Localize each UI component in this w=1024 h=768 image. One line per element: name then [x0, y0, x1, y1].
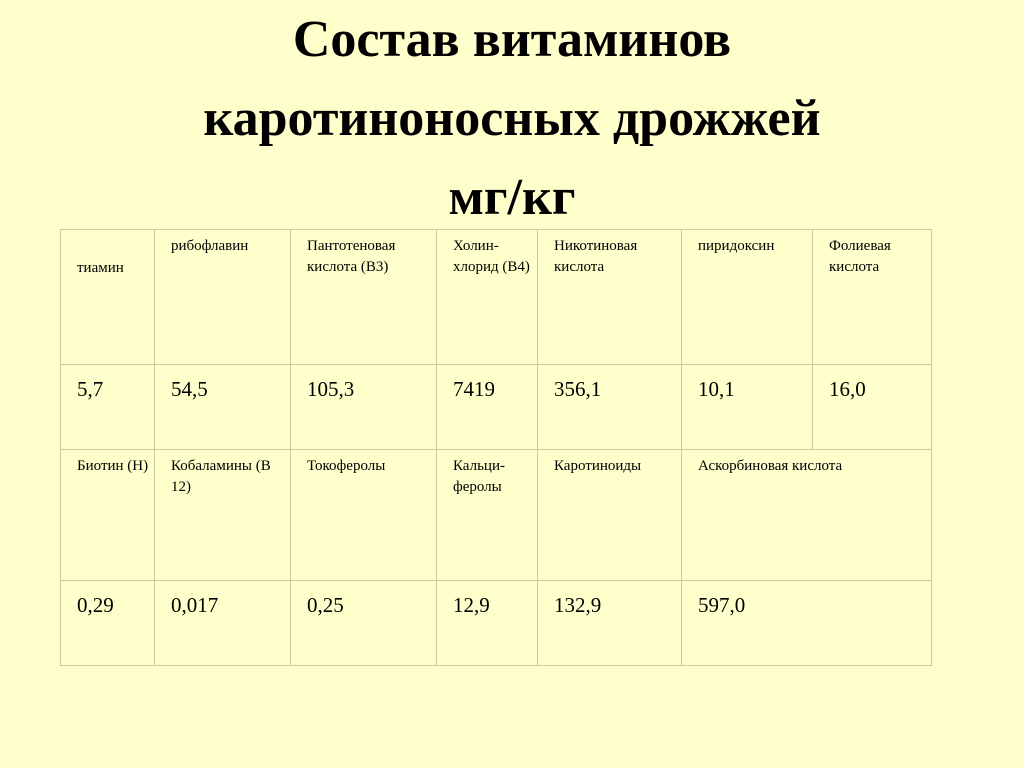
table-cell: 356,1 — [538, 365, 682, 450]
table-cell: тиамин — [61, 230, 155, 365]
table-cell: Кобаламины (В 12) — [155, 450, 291, 581]
table-row — [61, 450, 932, 581]
table-row — [61, 365, 932, 450]
table-cell: Биотин (Н) — [61, 450, 155, 581]
slide-title — [0, 0, 1024, 226]
table-cell: рибофлавин — [155, 230, 291, 365]
table-cell: Аскорбиновая кислота — [682, 450, 932, 581]
table-cell: 10,1 — [682, 365, 813, 450]
table-cell: 0,29 — [61, 581, 155, 666]
title-line-2: каротиноносных дрожжей — [203, 90, 821, 147]
table-cell: Токоферолы — [291, 450, 437, 581]
table-cell: 132,9 — [538, 581, 682, 666]
table-cell: 7419 — [437, 365, 538, 450]
table-cell: 105,3 — [291, 365, 437, 450]
table-cell: 5,7 — [61, 365, 155, 450]
table-cell: Никотиновая кислота — [538, 230, 682, 365]
table-cell: Пантотеновая кислота (В3) — [291, 230, 437, 365]
table-cell: Кальци-феролы — [437, 450, 538, 581]
table-row — [61, 581, 932, 666]
table-cell: Холин-хлорид (В4) — [437, 230, 538, 365]
table-cell: пиридоксин — [682, 230, 813, 365]
table-cell: 16,0 — [813, 365, 932, 450]
title-line-3: мг/кг — [448, 169, 576, 226]
table-cell: 597,0 — [682, 581, 932, 666]
table-cell: Каротиноиды — [538, 450, 682, 581]
table-cell: 0,25 — [291, 581, 437, 666]
title-line-1: Состав витаминов — [292, 11, 732, 68]
table-row — [61, 230, 932, 365]
table-cell: Фолиевая кислота — [813, 230, 932, 365]
vitamin-table — [60, 229, 932, 666]
table-cell: 12,9 — [437, 581, 538, 666]
table-cell: 54,5 — [155, 365, 291, 450]
table-cell: 0,017 — [155, 581, 291, 666]
